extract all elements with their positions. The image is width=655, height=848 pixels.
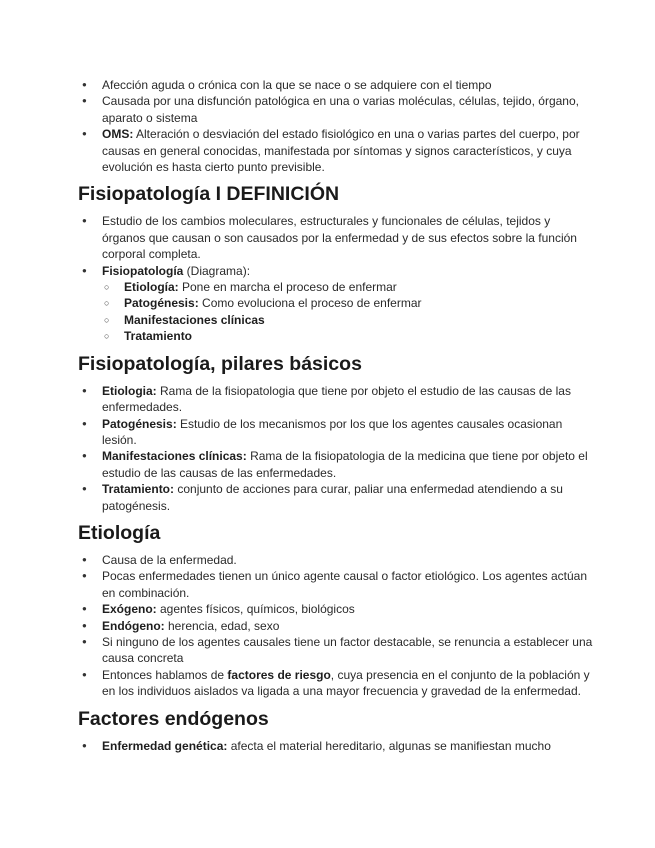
- item-bold: Exógeno:: [102, 602, 157, 617]
- item-bold: Endógeno:: [102, 618, 165, 633]
- heading-endogenos: Factores endógenos: [78, 707, 269, 730]
- heading-pilares: Fisiopatología, pilares básicos: [78, 352, 362, 375]
- sub-list-item: [102, 312, 595, 328]
- list-item: [80, 618, 595, 634]
- item-text: Como evoluciona el proceso de enfermar: [198, 296, 422, 311]
- heading-etiologia: Etiología: [78, 521, 161, 544]
- list-item: [80, 448, 595, 481]
- item-text: conjunto de acciones para curar, paliar una enfermedad atendiendo a su patogénesis.: [102, 482, 563, 513]
- list-item: [80, 568, 595, 601]
- item-text: Rama de la fisiopatologia que tiene por objeto el estudio de las causas de las enfermedades.: [102, 383, 571, 415]
- item-bold: Tratamiento: [124, 329, 193, 344]
- item-text: Pocas enfermedades tienen un único agente causal o factor etiológico. Los agentes actúan en combinación.: [102, 569, 587, 600]
- list-item: [80, 738, 595, 754]
- sub-list-item: [102, 279, 595, 295]
- item-text: agentes físicos, químicos, biológicos: [156, 602, 355, 617]
- item-bold: Manifestaciones clínicas:: [102, 449, 247, 464]
- item-text: Causa de la enfermedad.: [102, 552, 237, 567]
- item-bold: Tratamiento:: [102, 482, 175, 497]
- list-item: [80, 634, 595, 667]
- endogenos-bullet-list: [80, 738, 595, 754]
- heading-definicion: Fisiopatología I DEFINICIÓN: [78, 183, 340, 206]
- item-text: Rama de la fisiopatologia de la medicina que tiene por objeto el estudio de las causas de las enfermedades.: [102, 449, 588, 480]
- item-bold: Etiologia:: [102, 383, 157, 398]
- sub-list-item: [102, 328, 595, 344]
- intro-bullet-list: [80, 77, 595, 175]
- item-text: Pone en marcha el proceso de enfermar: [178, 280, 397, 295]
- item-text: afecta el material hereditario, algunas se manifiestan mucho: [227, 738, 551, 753]
- list-item: [80, 213, 595, 262]
- list-item: [80, 481, 595, 514]
- item-bold: Manifestaciones clínicas: [124, 312, 265, 327]
- item-bold: Fisiopatología: [102, 263, 184, 278]
- list-item: [80, 416, 595, 449]
- item-text: herencia, edad, sexo: [164, 618, 280, 633]
- diagram-sub-list: [102, 279, 595, 345]
- etiologia-bullet-list: [80, 552, 595, 700]
- list-item: [80, 667, 595, 700]
- item-text: , cuya presencia en el conjunto de la población y en los individuos aislados va ligada a una mayor frecuencia y gravedad de la enfermedad.: [102, 667, 590, 699]
- sub-list-item: [102, 295, 595, 311]
- item-bold: factores de riesgo: [227, 667, 331, 682]
- list-item: [80, 126, 595, 175]
- item-text: Si ninguno de los agentes causales tiene un factor destacable, se renuncia a establecer una causa concreta: [102, 634, 593, 666]
- list-item: [80, 383, 595, 416]
- definicion-bullet-list: [80, 213, 595, 344]
- pilares-bullet-list: [80, 383, 595, 514]
- item-text: Estudio de los cambios moleculares, estructurales y funcionales de células, tejidos y órganos que causan o son causados por la enfermedad y de sus efectos sobre la función corporal completa.: [102, 214, 577, 262]
- list-item: [80, 601, 595, 617]
- list-item: [80, 263, 595, 345]
- item-text: Causada por una disfunción patológica en una o varias moléculas, células, tejido, órgano, aparato o sistema: [102, 94, 579, 125]
- list-item: [80, 93, 595, 126]
- item-bold: OMS:: [102, 127, 134, 142]
- item-text: Entonces hablamos de: [102, 667, 228, 682]
- item-text: Alteración o desviación del estado fisiológico en una o varias partes del cuerpo, por causas en general conocidas, manifestada por síntomas y signos característicos, y cuya evolución es hasta cierto punto previsible.: [102, 127, 580, 175]
- item-bold: Patogénesis:: [124, 296, 199, 311]
- list-item: [80, 77, 595, 93]
- item-bold: Enfermedad genética:: [102, 738, 228, 753]
- list-item: [80, 552, 595, 568]
- item-text: Afección aguda o crónica con la que se nace o se adquiere con el tiempo: [102, 78, 492, 92]
- item-text: Estudio de los mecanismos por los que los agentes causales ocasionan lesión.: [102, 416, 563, 447]
- item-bold: Patogénesis:: [102, 416, 177, 431]
- item-bold: Etiología:: [124, 280, 179, 295]
- item-text: (Diagrama):: [183, 263, 251, 278]
